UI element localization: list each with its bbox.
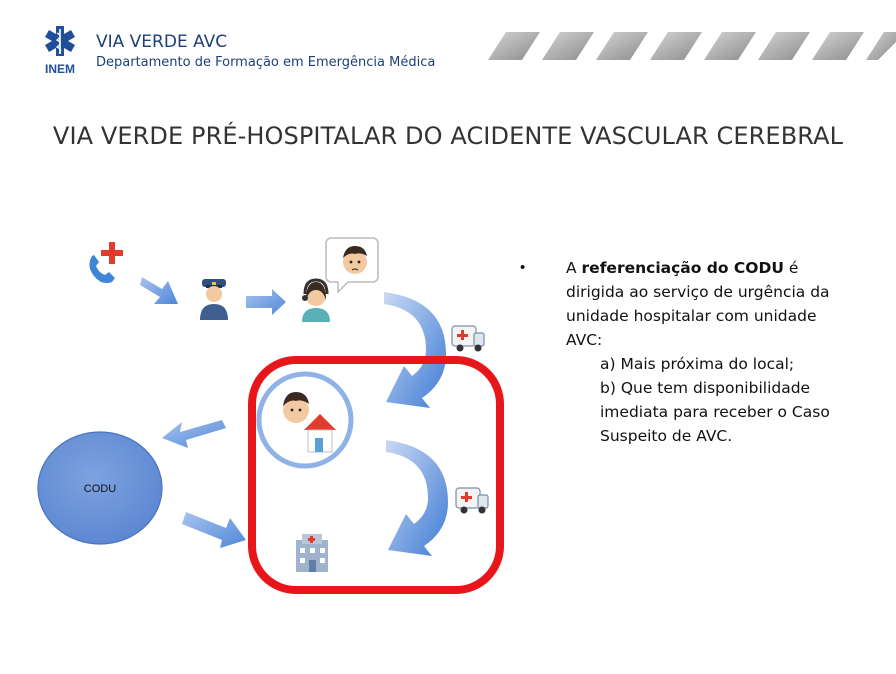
dispatcher-icon	[302, 280, 330, 322]
codu-node	[38, 432, 162, 544]
codu-label: CODU	[83, 483, 117, 495]
arrow-phone-to-police	[140, 277, 178, 304]
intro-paragraph	[566, 256, 856, 352]
curved-arrow-dispatcher-to-home	[384, 292, 446, 408]
slide-title: VIA VERDE PRÉ-HOSPITALAR DO ACIDENTE VASCULAR CEREBRAL	[52, 122, 844, 150]
arrow-police-to-dispatcher	[246, 289, 286, 315]
intro-plain: A	[566, 259, 582, 277]
brand-subtitle: Departamento de Formação em Emergência Médica	[96, 55, 436, 70]
patient-face-icon	[326, 238, 378, 292]
curved-arrow-home-to-hospital	[386, 440, 448, 556]
patient-home-icon	[259, 374, 351, 466]
hospital-icon	[296, 534, 328, 572]
bullet-dot: •	[520, 259, 526, 276]
referral-text	[566, 256, 856, 448]
logo-text: INEM	[45, 62, 75, 76]
ambulance-icon	[452, 326, 484, 352]
intro-rest: é dirigida ao serviço de urgência da unidade hospitalar com unidade AVC:	[566, 259, 830, 349]
intro-bold: referenciação do CODU	[581, 259, 784, 277]
brand-title: VIA VERDE AVC	[96, 32, 228, 52]
police-officer-icon	[200, 279, 228, 320]
option-a: a) Mais próxima do local;	[600, 355, 795, 373]
ambulance-icon	[456, 488, 488, 514]
arrow-home-to-codu	[162, 420, 226, 448]
option-b: b) Que tem disponibilidade imediata para receber o Caso Suspeito de AVC.	[600, 379, 830, 445]
arrow-codu-to-hospital	[182, 512, 246, 548]
phone-cross-icon	[89, 242, 123, 283]
